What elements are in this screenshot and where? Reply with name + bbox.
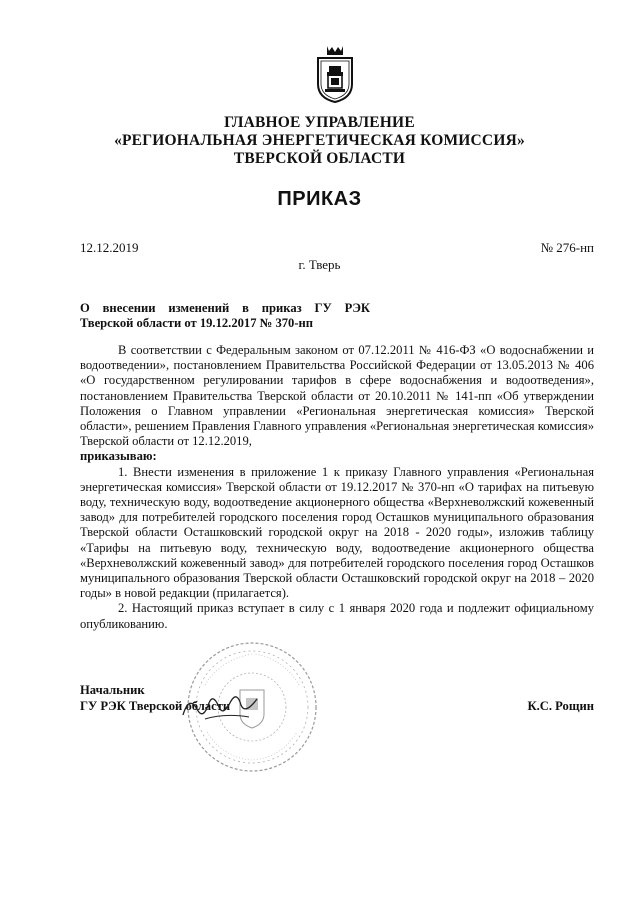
coat-of-arms-icon bbox=[315, 44, 355, 104]
org-name-line-1: ГЛАВНОЕ УПРАВЛЕНИЕ bbox=[224, 114, 415, 131]
signatory-position: Начальник bbox=[80, 683, 145, 697]
document-city: г. Тверь bbox=[298, 257, 341, 272]
document-type-title: ПРИКАЗ bbox=[277, 188, 362, 210]
signatory-name: К.С. Рощин bbox=[527, 699, 594, 713]
org-name-line-3: ТВЕРСКОЙ ОБЛАСТИ bbox=[233, 150, 406, 167]
document-date: 12.12.2019 bbox=[80, 240, 139, 255]
org-name-line-2: «РЕГИОНАЛЬНАЯ ЭНЕРГЕТИЧЕСКАЯ КОМИССИЯ» bbox=[114, 132, 525, 149]
preamble-paragraph: В соответствии с Федеральным законом от 07.12.2011 № 416-ФЗ «О водоснабжении и водоотведении», постановлением Правительства Российской Федерации от 13.05.2013 № 406 «О государственном регулировании тарифов в сфере водоснабжения и водоотведения», постановлением Правительства Тверской области от 20.10.2011 № 141-пп «Об утверждении Положения о Главном управлении «Региональная энергетическая комиссия» Тверской области», решением Правления Главного управления «Региональная энергетическая комиссия» Тверской области от 12.12.2019, bbox=[80, 343, 594, 449]
document-subject bbox=[80, 301, 370, 331]
signatory-organization: ГУ РЭК Тверской области bbox=[80, 698, 231, 713]
subject-line-2: Тверской области от 19.12.2017 № 370-нп bbox=[80, 316, 314, 330]
handwritten-signature-icon bbox=[175, 685, 265, 730]
order-word: приказываю: bbox=[80, 449, 157, 464]
document-number: № 276-нп bbox=[540, 240, 594, 255]
order-item-1: 1. Внести изменения в приложение 1 к приказу Главного управления «Региональная энергетическая комиссия» Тверской области от 19.12.2017 № 370-нп «О тарифах на питьевую воду, техническую воду, водоотведение акционерного общества «Верхневолжский кожевенный завод» для потребителей городского поселения город Осташков муниципального образования Тверской области Осташковский городской округ на 2018 - 2020 годы», изложив таблицу «Тарифы на питьевую воду, техническую воду, водоотведение акционерного общества «Верхневолжский кожевенный завод» для потребителей городского поселения город Осташков муниципального образования Тверской области Осташковский городской округ на 2018 – 2020 годы» в новой редакции (прилагается). bbox=[80, 464, 594, 601]
subject-line-1: О внесении изменений в приказ ГУ РЭК bbox=[80, 301, 370, 315]
document-body bbox=[80, 343, 594, 632]
order-item-2: 2. Настоящий приказ вступает в силу с 1 января 2020 года и подлежит официальному опубликованию. bbox=[80, 601, 594, 631]
